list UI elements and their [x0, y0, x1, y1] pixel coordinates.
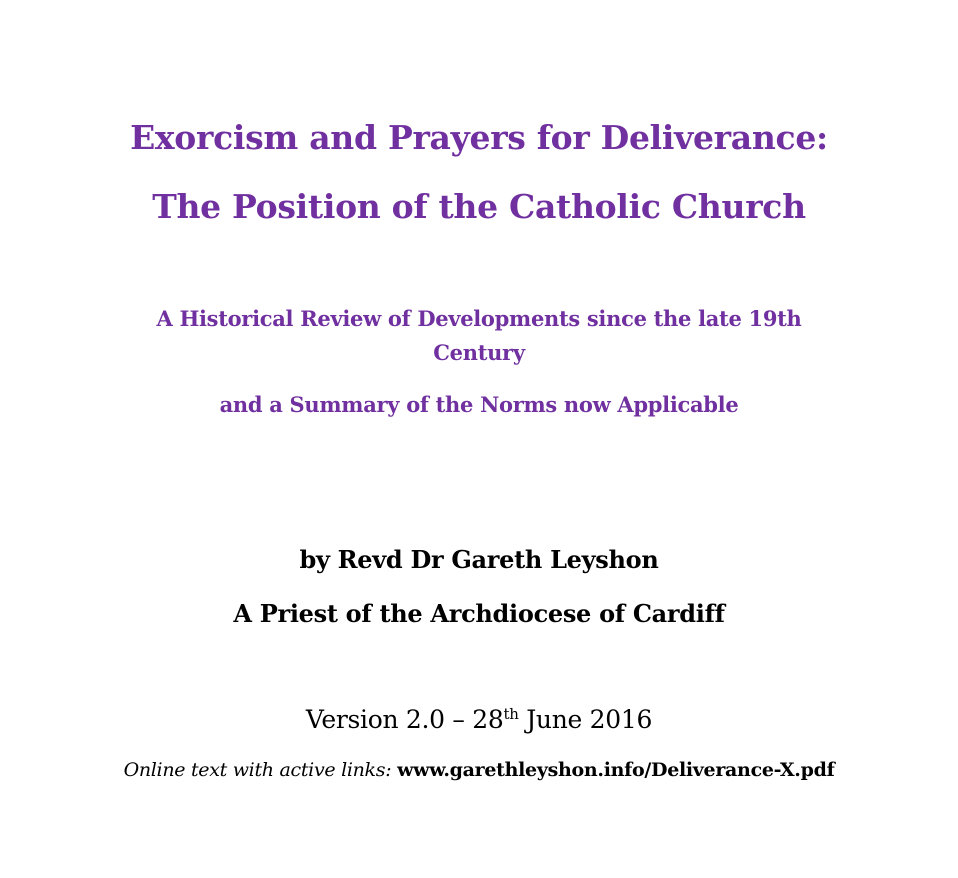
subtitle-line-3: and a Summary of the Norms now Applicable: [219, 392, 739, 417]
version-ordinal-suffix: th: [503, 705, 519, 723]
online-label: Online text with active links:: [123, 759, 398, 781]
version-prefix: Version 2.0 – 28: [305, 705, 504, 734]
subtitle-line-1: A Historical Review of Developments since the late 19th: [156, 306, 802, 331]
online-url-link[interactable]: www.garethleyshon.info/Deliverance-X.pdf: [397, 759, 835, 781]
author-byline: by Revd Dr Gareth Leyshon: [299, 545, 659, 574]
online-text-line: [0, 759, 958, 781]
title-line-2: The Position of the Catholic Church: [152, 187, 806, 226]
version-date-rest: June 2016: [518, 705, 653, 734]
version-line: [0, 705, 958, 734]
title-line-1: Exorcism and Prayers for Deliverance:: [130, 118, 828, 157]
subtitle-line-2: Century: [433, 340, 525, 365]
author-role: A Priest of the Archdiocese of Cardiff: [233, 599, 725, 628]
